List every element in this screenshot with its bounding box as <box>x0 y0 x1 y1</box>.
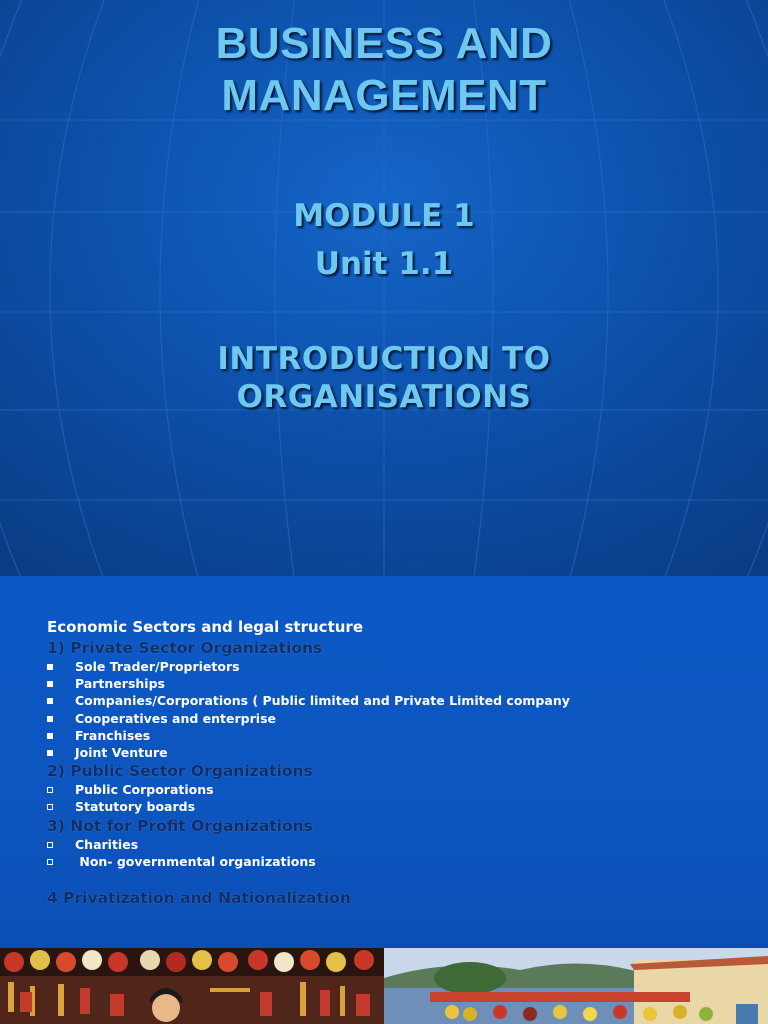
list-item: Sole Trader/Proprietors <box>47 658 747 675</box>
square-bullet-icon <box>47 698 53 704</box>
unit-label: Unit 1.1 <box>314 246 454 282</box>
list-item: Cooperatives and enterprise <box>47 710 747 727</box>
section-title-public: 2) Public Sector Organizations <box>47 762 313 781</box>
square-bullet-icon <box>47 733 53 739</box>
list-item: Franchises <box>47 727 747 744</box>
hollow-square-bullet-icon <box>47 787 53 793</box>
module-block <box>0 192 768 288</box>
photo-strip <box>0 948 768 1024</box>
hollow-square-bullet-icon <box>47 804 53 810</box>
intro-title-line-2: ORGANISATIONS <box>236 379 532 415</box>
intro-title <box>0 340 768 416</box>
spacer <box>47 870 747 888</box>
main-title-line-1: BUSINESS AND <box>215 19 553 68</box>
person-face <box>152 994 180 1022</box>
module-label: MODULE 1 <box>293 198 475 234</box>
list-item: Charities <box>47 836 747 853</box>
slide-heading: Economic Sectors and legal structure <box>47 618 363 636</box>
hollow-square-bullet-icon <box>47 842 53 848</box>
market-photo-collage <box>0 948 768 1024</box>
main-title-line-2: MANAGEMENT <box>221 71 547 120</box>
square-bullet-icon <box>47 664 53 670</box>
list-item: Companies/Corporations ( Public limited and Private Limited company <box>47 692 747 709</box>
square-bullet-icon <box>47 750 53 756</box>
intro-title-line-1: INTRODUCTION TO <box>217 341 551 377</box>
section-title-private: 1) Private Sector Organizations <box>47 639 323 657</box>
hollow-square-bullet-icon <box>47 859 53 865</box>
square-bullet-icon <box>47 716 53 722</box>
section-title-privatization: 4 Privatization and Nationalization <box>47 889 351 908</box>
section-title-nonprofit: 3) Not for Profit Organizations <box>47 816 313 835</box>
main-title <box>0 18 768 122</box>
list-item: Public Corporations <box>47 781 747 798</box>
list-item: Non- governmental organizations <box>47 853 747 870</box>
square-bullet-icon <box>47 681 53 687</box>
list-item: Statutory boards <box>47 798 747 815</box>
content-body <box>47 616 747 908</box>
list-item: Joint Venture <box>47 744 747 761</box>
content-slide <box>0 576 768 948</box>
list-item: Partnerships <box>47 675 747 692</box>
